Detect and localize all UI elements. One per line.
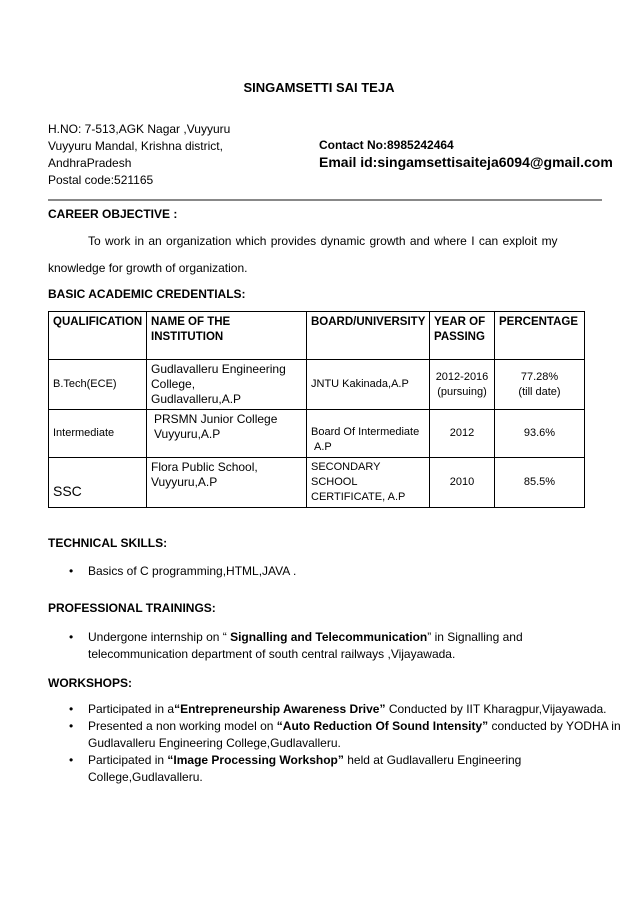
trainings-list — [48, 629, 523, 663]
institution-line: Vuyyuru,A.P — [154, 427, 221, 441]
board-line: A.P — [314, 441, 332, 453]
board-line: Board Of Intermediate — [311, 426, 420, 438]
percentage-line: (till date) — [518, 385, 561, 398]
institution-line: Gudlavalleru,A.P — [151, 392, 242, 406]
institution-line: College, — [151, 377, 196, 391]
institution-line: Gudlavalleru Engineering — [151, 362, 286, 376]
institution-line: Vuyyuru,A.P — [151, 475, 218, 489]
technical-skills-list — [48, 563, 296, 580]
workshop-1-bold: “Entrepreneurship Awareness Drive” — [174, 702, 386, 716]
bullet-icon: • — [69, 564, 74, 578]
header-percentage: PERCENTAGE — [495, 312, 585, 360]
board-line: CERTIFICATE, A.P — [311, 491, 406, 503]
year-line: (pursuing) — [437, 385, 487, 398]
table-row — [49, 458, 585, 508]
workshops-list — [48, 701, 621, 786]
percentage-line: 77.28% — [520, 370, 559, 383]
header-qualification: QUALIFICATION — [49, 312, 147, 360]
training-text-line2: telecommunication department of south central railways ,Vijayawada. — [88, 647, 456, 661]
bullet-icon: • — [69, 630, 74, 644]
workshop-3-line2: College,Gudlavalleru. — [88, 770, 203, 784]
table-row — [49, 410, 585, 458]
year-cell: 2012 — [430, 410, 495, 458]
board-line: JNTU Kakinada,A.P — [311, 378, 409, 390]
header-institution: NAME OF THE INSTITUTION — [147, 312, 307, 360]
board-cell — [307, 360, 430, 410]
year-cell — [430, 360, 495, 410]
training-text-bold: Signalling and Telecommunication — [230, 630, 428, 644]
list-item — [48, 701, 621, 718]
resume-name: SINGAMSETTI SAI TEJA — [243, 80, 395, 95]
workshop-1-post: Conducted by IIT Kharagpur,Vijayawada. — [385, 702, 607, 716]
header-year: YEAR OF PASSING — [430, 312, 495, 360]
career-objective-line-1: To work in an organization which provides dynamic growth and where I can exploit my — [88, 234, 558, 248]
workshop-3-post: held at Gudlavalleru Engineering — [343, 753, 522, 767]
skill-text: Basics of C programming,HTML,JAVA . — [88, 564, 297, 578]
address-line-2: Vuyyuru Mandal, Krishna district, — [48, 139, 223, 153]
bullet-icon: • — [69, 753, 74, 767]
workshop-3-bold: “Image Processing Workshop” — [167, 753, 344, 767]
list-item — [48, 629, 523, 663]
training-text-pre: Undergone internship on “ — [88, 630, 231, 644]
year-line: 2012-2016 — [435, 370, 489, 383]
address-line-3: AndhraPradesh — [48, 156, 132, 170]
institution-line: Flora Public School, — [151, 460, 258, 474]
training-text-post: ” in Signalling and — [427, 630, 523, 644]
qualification-cell: Intermediate — [49, 410, 147, 458]
bullet-icon: • — [69, 719, 74, 733]
trainings-heading: PROFESSIONAL TRAININGS: — [48, 601, 216, 615]
technical-skills-heading: TECHNICAL SKILLS: — [48, 536, 168, 550]
list-item — [48, 752, 621, 786]
bullet-icon: • — [69, 702, 74, 716]
academic-table — [48, 311, 585, 508]
institution-cell — [147, 458, 307, 508]
percentage-cell: 93.6% — [495, 410, 585, 458]
address-line-4: Postal code:521165 — [48, 173, 154, 187]
board-cell — [307, 458, 430, 508]
workshop-1-pre: Participated in a — [88, 702, 175, 716]
qualification-cell: B.Tech(ECE) — [49, 360, 147, 410]
year-cell: 2010 — [430, 458, 495, 508]
workshop-3-pre: Participated in — [88, 753, 168, 767]
qualification-cell: SSC — [49, 458, 147, 508]
institution-line: PRSMN Junior College — [154, 412, 278, 426]
header-divider — [48, 199, 602, 201]
workshops-heading: WORKSHOPS: — [48, 676, 132, 690]
list-item — [48, 718, 621, 752]
institution-cell — [147, 410, 307, 458]
table-row — [49, 360, 585, 410]
board-cell — [307, 410, 430, 458]
workshop-2-post: conducted by YODHA in — [488, 719, 621, 733]
academic-heading: BASIC ACADEMIC CREDENTIALS: — [48, 287, 246, 301]
list-item — [48, 563, 296, 580]
contact-number: Contact No:8985242464 — [319, 138, 454, 152]
address-line-1: H.NO: 7-513,AGK Nagar ,Vuyyuru — [48, 122, 231, 136]
career-objective-heading: CAREER OBJECTIVE : — [48, 207, 178, 221]
workshop-2-line2: Gudlavalleru Engineering College,Gudlavalleru. — [88, 736, 341, 750]
workshop-2-bold: “Auto Reduction Of Sound Intensity” — [276, 719, 489, 733]
header-board: BOARD/UNIVERSITY — [307, 312, 430, 360]
percentage-cell: 85.5% — [495, 458, 585, 508]
workshop-2-pre: Presented a non working model on — [88, 719, 277, 733]
career-objective-line-2: knowledge for growth of organization. — [48, 261, 248, 275]
board-line: SECONDARY SCHOOL — [311, 461, 381, 488]
institution-cell — [147, 360, 307, 410]
email-address: Email id:singamsettisaiteja6094@gmail.com — [319, 154, 613, 170]
table-header-row — [49, 312, 585, 360]
percentage-cell — [495, 360, 585, 410]
